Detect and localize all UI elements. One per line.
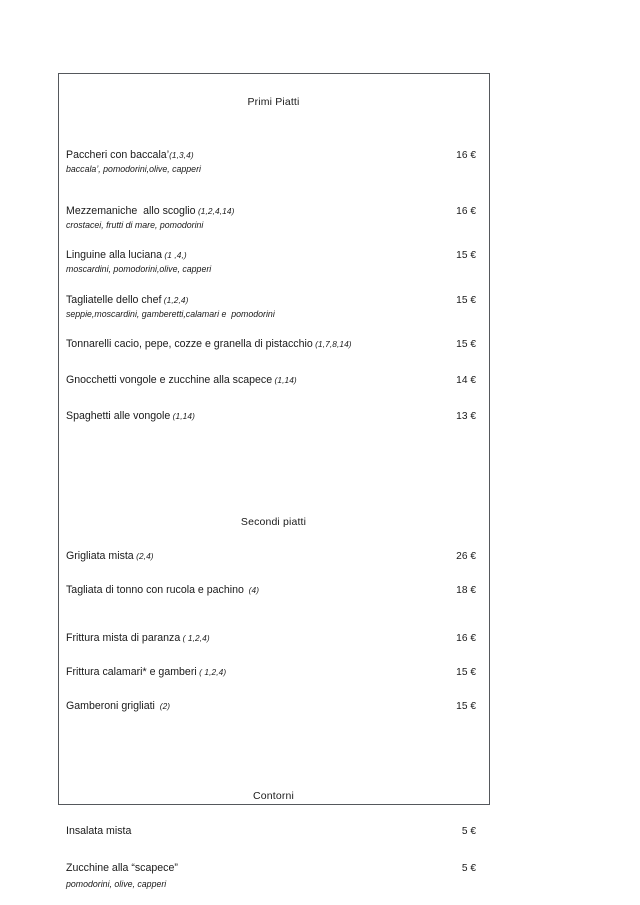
menu-item-allergen-code: (1 ,4,)	[164, 250, 187, 261]
menu-item-allergen-code: ( 1,2,4)	[182, 632, 210, 643]
menu-item	[66, 370, 481, 388]
menu-item-price: 26 €	[456, 550, 476, 562]
menu-page-sheet	[58, 73, 490, 890]
menu-item-description: crostacei, frutti di mare, pomodorini	[66, 220, 204, 231]
menu-item-heading	[66, 201, 234, 219]
menu-item	[66, 145, 481, 175]
menu-item-row	[66, 201, 481, 219]
item-spacer	[66, 352, 481, 370]
menu-item-price: 5 €	[461, 863, 476, 875]
menu-item	[66, 201, 481, 231]
menu-item-price: 15 €	[456, 250, 476, 262]
menu-item-allergen-code: (1,7,8,14)	[315, 339, 352, 350]
item-spacer	[66, 564, 481, 580]
menu-item-row	[66, 696, 481, 714]
menu-item-name: Gamberoni grigliati	[66, 699, 155, 712]
menu-item-heading	[66, 245, 187, 263]
menu-item-row	[66, 406, 481, 424]
section-spacer	[66, 802, 481, 821]
menu-item-heading	[66, 628, 210, 646]
section-spacer	[66, 74, 481, 96]
menu-item-allergen-code: (1,3,4)	[169, 149, 194, 160]
menu-item	[66, 662, 481, 680]
section-title-contorni: Contorni	[253, 789, 294, 802]
menu-item-heading	[66, 334, 352, 352]
menu-item-price: 13 €	[456, 411, 476, 423]
menu-item-price: 16 €	[456, 632, 476, 644]
menu-item-name: Frittura mista di paranza	[66, 631, 181, 644]
menu-item-name: Grigliata mista	[66, 549, 134, 562]
menu-item-allergen-code: (1,14)	[172, 411, 195, 422]
menu-item-row	[66, 821, 481, 839]
item-spacer	[66, 680, 481, 696]
menu-item-heading	[66, 662, 226, 680]
menu-item-row	[66, 334, 481, 352]
menu-item-allergen-code: ( 1,2,4)	[199, 666, 227, 677]
item-spacer	[66, 388, 481, 406]
section-title-primi: Primi Piatti	[247, 96, 300, 108]
menu-section-secondi	[66, 424, 481, 714]
item-spacer	[66, 839, 481, 858]
menu-item-description: seppie,moscardini, gamberetti,calamari e pomodorini	[66, 308, 275, 319]
menu-item-heading	[66, 696, 170, 714]
menu-item-price: 15 €	[456, 666, 476, 678]
menu-item-name: Gnocchetti vongole e zucchine alla scapece	[66, 374, 273, 387]
section-spacer	[66, 714, 481, 790]
menu-item-allergen-code: (1,14)	[274, 375, 297, 386]
menu-item-price: 5 €	[461, 826, 476, 838]
menu-item-description-clipped: pomodorini, olive, capperi	[66, 879, 167, 890]
menu-item-list	[66, 821, 481, 890]
item-spacer	[66, 175, 481, 201]
menu-item-name: Insalata mista	[66, 825, 132, 838]
menu-item-list	[66, 145, 481, 425]
menu-item-price: 16 €	[456, 149, 476, 161]
menu-item-allergen-code: (1,2,4,14)	[197, 206, 235, 217]
menu-section-contorni	[66, 714, 481, 891]
menu-item	[66, 696, 481, 714]
menu-item	[66, 858, 481, 890]
menu-item-heading	[66, 858, 178, 876]
menu-item-name: Mezzemaniche allo scoglio	[66, 205, 196, 218]
menu-item-description: baccala’, pomodorini,olive, capperi	[66, 163, 201, 174]
menu-item	[66, 334, 481, 352]
menu-item	[66, 245, 481, 275]
menu-item-row	[66, 370, 481, 388]
menu-item-name: Frittura calamari* e gamberi	[66, 665, 197, 678]
menu-item-price: 15 €	[456, 339, 476, 351]
menu-item-row	[66, 546, 481, 564]
menu-item-allergen-code: (2)	[159, 700, 171, 711]
menu-item-heading	[66, 546, 154, 564]
menu-content	[59, 74, 489, 891]
menu-item-description: moscardini, pomodorini,olive, capperi	[66, 264, 212, 275]
menu-item-price: 16 €	[456, 206, 476, 218]
menu-item	[66, 821, 481, 839]
menu-item-price: 14 €	[456, 375, 476, 387]
menu-item-name: Tagliatelle dello chef	[66, 293, 162, 306]
menu-item-allergen-code: (1,2,4)	[163, 294, 189, 305]
item-spacer	[66, 320, 481, 334]
menu-item	[66, 406, 481, 424]
menu-section-primi	[66, 74, 481, 424]
menu-item-row	[66, 628, 481, 646]
menu-item-row	[66, 580, 481, 598]
menu-item-row	[66, 858, 481, 876]
menu-item	[66, 546, 481, 564]
menu-item-price: 15 €	[456, 294, 476, 306]
menu-item-row	[66, 145, 481, 163]
section-spacer	[66, 109, 481, 145]
menu-item-price: 18 €	[456, 584, 476, 596]
section-title-secondi: Secondi piatti	[240, 516, 307, 529]
menu-item	[66, 628, 481, 646]
menu-item-name: Zucchine alla “scapece”	[66, 862, 178, 875]
menu-item-heading	[66, 290, 188, 308]
menu-item-list	[66, 546, 481, 714]
menu-item-name: Linguine alla luciana	[66, 249, 163, 262]
menu-item-allergen-code: (4)	[248, 584, 260, 595]
item-spacer	[66, 646, 481, 662]
menu-item-allergen-code: (2,4)	[136, 550, 154, 561]
menu-item	[66, 290, 481, 320]
menu-item-heading	[66, 370, 297, 388]
menu-item-name: Spaghetti alle vongole	[66, 410, 171, 423]
menu-item	[66, 580, 481, 598]
section-spacer	[66, 424, 481, 516]
menu-item-price: 15 €	[456, 700, 476, 712]
menu-item-heading	[66, 580, 259, 598]
menu-item-row	[66, 662, 481, 680]
menu-item-name: Paccheri con baccala’	[66, 148, 170, 161]
menu-item-heading	[66, 145, 194, 163]
menu-item-heading	[66, 406, 195, 424]
menu-item-name: Tagliata di tonno con rucola e pachino	[66, 583, 244, 596]
item-spacer	[66, 276, 481, 290]
menu-item-row	[66, 245, 481, 263]
section-spacer	[66, 529, 481, 546]
item-spacer	[66, 231, 481, 245]
item-spacer	[66, 598, 481, 628]
menu-item-row	[66, 290, 481, 308]
menu-item-heading	[66, 821, 131, 839]
menu-item-name: Tonnarelli cacio, pepe, cozze e granella di pistacchio	[66, 338, 313, 351]
